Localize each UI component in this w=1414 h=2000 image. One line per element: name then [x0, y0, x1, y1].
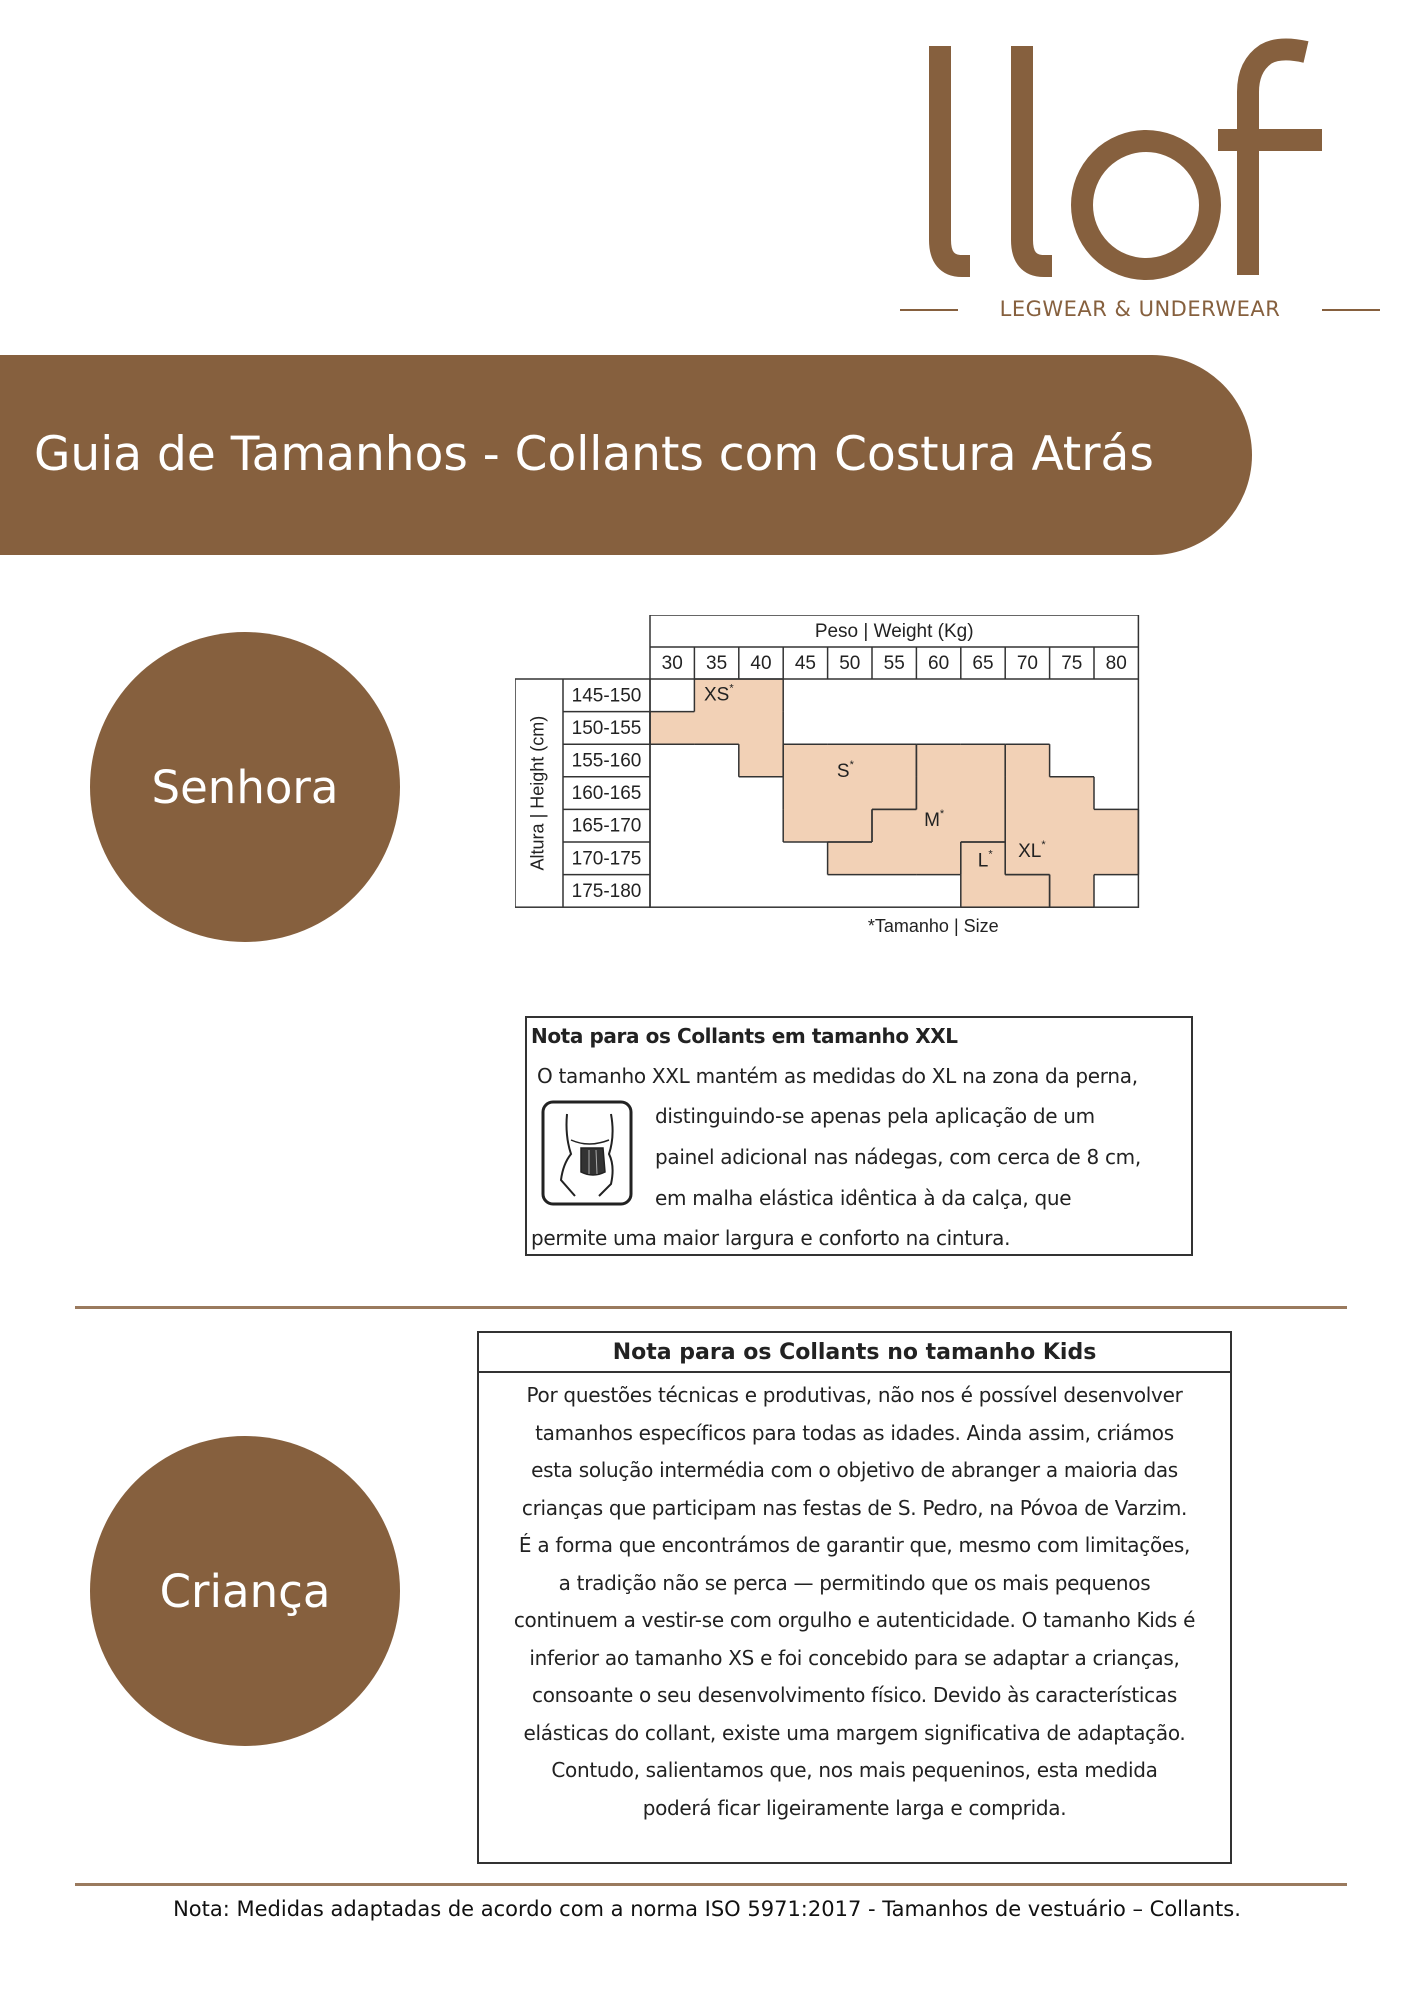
- size-cell-m: [916, 842, 961, 875]
- weight-tick-label: 60: [928, 653, 950, 675]
- height-axis-title: Altura | Height (cm): [527, 715, 548, 871]
- xxl-note-line: painel adicional nas nádegas, com cerca de 8 cm,: [655, 1145, 1141, 1169]
- kids-note-line: tamanhos específicos para todas as idades. Ainda assim, criámos: [535, 1420, 1174, 1445]
- size-label-m: M*: [924, 807, 945, 831]
- xxl-note-line: em malha elástica idêntica à da calça, que: [655, 1186, 1072, 1210]
- size-cell-s: [828, 809, 873, 842]
- footer-divider: [75, 1883, 1347, 1886]
- xxl-note-line: distinguindo-se apenas pela aplicação de um: [655, 1104, 1095, 1128]
- size-cell-xs: [739, 744, 784, 777]
- weight-axis-title: Peso | Weight (Kg): [814, 621, 974, 643]
- weight-tick-label: 40: [750, 653, 772, 675]
- weight-tick-label: 30: [661, 653, 683, 675]
- size-label-l: L*: [977, 848, 993, 872]
- kids-note-line: poderá ficar ligeiramente larga e comprida.: [642, 1795, 1067, 1820]
- height-tick-label: 170-175: [571, 848, 642, 870]
- tights-panel-icon: [541, 1100, 633, 1206]
- xxl-note-line: O tamanho XXL mantém as medidas do XL na zona da perna,: [537, 1064, 1138, 1088]
- size-cell-m: [961, 777, 1006, 810]
- size-cell-m: [916, 744, 961, 777]
- weight-tick-label: 35: [706, 653, 728, 675]
- page-title: Guia de Tamanhos - Collants com Costura Atrás: [34, 427, 1154, 482]
- size-cell-s: [872, 744, 917, 777]
- height-tick-label: 165-170: [571, 815, 642, 837]
- size-cell-xs: [694, 712, 739, 745]
- kids-note-line: esta solução intermédia com o objetivo de abranger a maioria das: [531, 1458, 1178, 1482]
- size-cell-xl: [1094, 809, 1139, 842]
- weight-tick-label: 50: [839, 653, 861, 675]
- size-cell-l: [1005, 875, 1050, 908]
- weight-tick-label: 65: [972, 653, 994, 675]
- size-label-xs: XS*: [703, 682, 734, 706]
- weight-tick-label: 75: [1061, 653, 1083, 675]
- size-cell-s: [783, 744, 828, 777]
- chart-footnote: *Tamanho | Size: [867, 915, 999, 936]
- height-tick-label: 160-165: [571, 783, 642, 805]
- size-cell-m: [961, 809, 1006, 842]
- section-crianca-badge: [90, 1436, 400, 1746]
- size-cell-xl: [1050, 809, 1095, 842]
- size-label-xl: XL*: [1018, 838, 1046, 862]
- xxl-note-box: [525, 1016, 1193, 1256]
- size-cell-s: [828, 777, 873, 810]
- size-cell-xs: [739, 712, 784, 745]
- size-cell-xl: [1005, 744, 1050, 777]
- height-tick-label: 155-160: [571, 750, 642, 772]
- size-cell-xl: [1005, 809, 1050, 842]
- kids-note-line: É a forma que encontrámos de garantir que, mesmo com limitações,: [518, 1533, 1191, 1557]
- weight-tick-label: 70: [1016, 653, 1038, 675]
- size-chart: [515, 615, 1155, 955]
- section-senhora-badge: [90, 632, 400, 942]
- kids-note-line: a tradição não se perca — permitindo que os mais pequenos: [558, 1570, 1151, 1595]
- size-label-s: S*: [836, 758, 854, 782]
- kids-note-line: elásticas do collant, existe uma margem significativa de adaptação.: [523, 1720, 1186, 1745]
- size-cell-xl: [1050, 777, 1095, 810]
- size-cell-xs: [739, 679, 784, 712]
- size-cell-m: [916, 777, 961, 810]
- kids-note-line: inferior ao tamanho XS e foi concebido para se adaptar a crianças,: [529, 1645, 1180, 1670]
- size-cell-m: [872, 809, 917, 842]
- size-cell-xl: [1050, 842, 1095, 875]
- section-senhora-label: Senhora: [151, 760, 339, 814]
- footer-note: Nota: Medidas adaptadas de acordo com a norma ISO 5971:2017 - Tamanhos de vestuário – Collants.: [173, 1897, 1241, 1921]
- size-cell-xl: [1005, 777, 1050, 810]
- height-tick-label: 175-180: [571, 880, 642, 902]
- height-tick-label: 145-150: [571, 685, 642, 707]
- size-cell-s: [872, 777, 917, 810]
- weight-tick-label: 80: [1105, 653, 1127, 675]
- kids-note-title: Nota para os Collants no tamanho Kids: [479, 1333, 1230, 1373]
- size-cell-m: [828, 842, 873, 875]
- kids-note-line: consoante o seu desenvolvimento físico. Devido às características: [532, 1683, 1177, 1707]
- xxl-note-title: Nota para os Collants em tamanho XXL: [531, 1024, 958, 1048]
- kids-note-line: continuem a vestir-se com orgulho e autenticidade. O tamanho Kids é: [513, 1608, 1196, 1632]
- size-cell-xs: [650, 712, 695, 745]
- size-cell-s: [783, 777, 828, 810]
- brand-logo: [900, 20, 1380, 320]
- kids-note-box: [477, 1331, 1232, 1864]
- height-tick-label: 150-155: [571, 717, 642, 739]
- kids-note-line: crianças que participam nas festas de S. Pedro, na Póvoa de Varzim.: [521, 1495, 1188, 1520]
- xxl-note-line: permite uma maior largura e conforto na cintura.: [531, 1226, 1011, 1250]
- section-crianca-label: Criança: [159, 1564, 331, 1618]
- llof-logo-mark: [918, 30, 1358, 290]
- size-cell-m: [961, 744, 1006, 777]
- kids-note-line: Contudo, salientamos que, nos mais pequeninos, esta medida: [551, 1758, 1158, 1782]
- title-banner: [0, 355, 1252, 555]
- size-cell-s: [783, 809, 828, 842]
- size-cell-xl: [1050, 875, 1095, 908]
- size-cell-m: [872, 842, 917, 875]
- section-divider: [75, 1306, 1347, 1309]
- size-cell-xl: [1094, 842, 1139, 875]
- kids-note-body: [479, 1377, 1230, 1827]
- brand-tagline: LEGWEAR & UNDERWEAR: [999, 297, 1281, 321]
- weight-tick-label: 45: [794, 653, 816, 675]
- size-cell-l: [961, 875, 1006, 908]
- weight-tick-label: 55: [883, 653, 905, 675]
- kids-note-line: Por questões técnicas e produtivas, não nos é possível desenvolver: [526, 1383, 1183, 1407]
